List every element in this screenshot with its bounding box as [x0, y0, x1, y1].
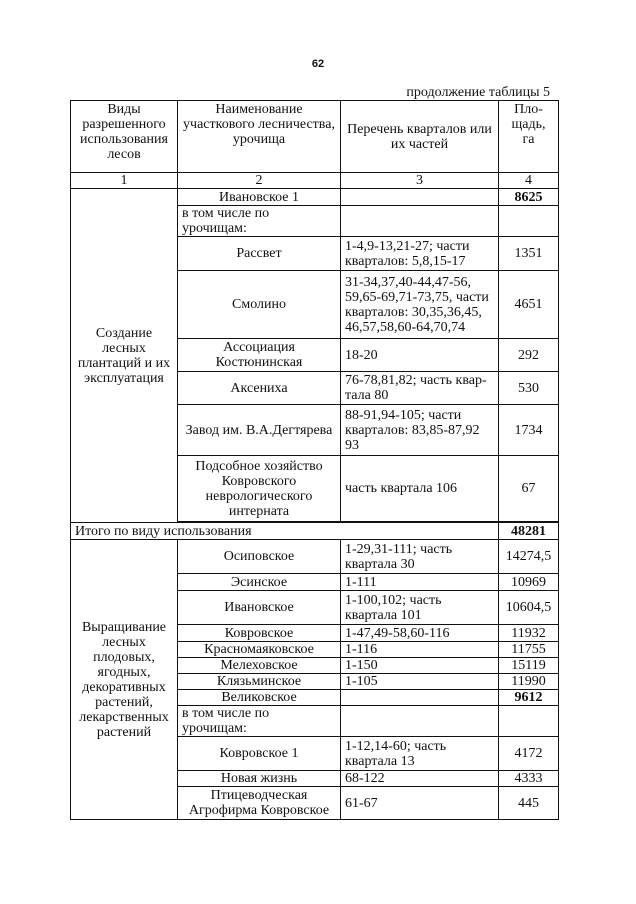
area-value: 4172: [499, 737, 559, 771]
use-type-cultivation: Выращивание лесных плодовых, ягодных, декоративных растений, лекарственных растений: [71, 540, 178, 820]
quarters-list: 31-34,37,40-44,47-56, 59,65-69,71-73,75, части кварталов: 30,35,36,45, 46,57,58,60-64,70,74: [341, 271, 499, 339]
area-value: 445: [499, 787, 559, 820]
column-number-row: [71, 173, 559, 189]
quarters-list: 1-111: [341, 574, 499, 591]
district-name: Аксениха: [178, 372, 341, 405]
area-value: 292: [499, 339, 559, 372]
page-number: 62: [311, 58, 325, 70]
area-value: 10604,5: [499, 591, 559, 625]
empty-cell: [341, 706, 499, 737]
quarters-list: 1-116: [341, 642, 499, 658]
area-value: 15119: [499, 658, 559, 674]
including-tracts-label: в том числе по урочищам:: [178, 206, 341, 237]
use-type-plantations: Создание лесных плантаций и их эксплуатация: [71, 189, 178, 523]
area-value: 11932: [499, 625, 559, 642]
table-row: [71, 540, 559, 574]
empty-cell: [341, 206, 499, 237]
district-name: Ковровское: [178, 625, 341, 642]
quarters-list: 1-100,102; часть квартала 101: [341, 591, 499, 625]
area-value: 8625: [499, 189, 559, 206]
quarters-list: 88-91,94-105; части кварталов: 83,85-87,92 93: [341, 405, 499, 456]
table-row: [71, 189, 559, 206]
area-value: 11755: [499, 642, 559, 658]
header-district: Наименование участкового лесничества, урочища: [178, 101, 341, 173]
quarters-list: 1-47,49-58,60-116: [341, 625, 499, 642]
quarters-list: 61-67: [341, 787, 499, 820]
area-value: 530: [499, 372, 559, 405]
empty-cell: [499, 706, 559, 737]
quarters-list: 68-122: [341, 771, 499, 787]
area-value: 67: [499, 456, 559, 522]
empty-cell: [499, 206, 559, 237]
table-continuation-label: продолжение таблицы 5: [406, 85, 550, 100]
district-name: Мелеховское: [178, 658, 341, 674]
district-name: Подсобное хозяйство Ковровского неврологического интерната: [178, 456, 341, 522]
quarters-list: 1-105: [341, 674, 499, 690]
area-value: 1351: [499, 237, 559, 271]
area-value: 4333: [499, 771, 559, 787]
area-value: 4651: [499, 271, 559, 339]
area-value: 11990: [499, 674, 559, 690]
district-name: Красномаяковское: [178, 642, 341, 658]
column-number: 4: [499, 173, 559, 189]
quarters-list: 1-4,9-13,21-27; части кварталов: 5,8,15-17: [341, 237, 499, 271]
column-number: 1: [71, 173, 178, 189]
area-value: 1734: [499, 405, 559, 456]
header-area: Пло-щадь, га: [499, 101, 559, 173]
quarters-list: [341, 189, 499, 206]
area-value: 9612: [499, 690, 559, 706]
total-label: Итого по виду использования: [71, 523, 499, 540]
area-value: 10969: [499, 574, 559, 591]
quarters-list: 76-78,81,82; часть квар-тала 80: [341, 372, 499, 405]
including-tracts-label: в том числе по урочищам:: [178, 706, 341, 737]
district-name: Ивановское: [178, 591, 341, 625]
column-number: 3: [341, 173, 499, 189]
district-name: Рассвет: [178, 237, 341, 271]
district-name: Птицеводческая Агрофирма Ковровское: [178, 787, 341, 820]
column-number: 2: [178, 173, 341, 189]
quarters-list: 18-20: [341, 339, 499, 372]
district-name: Новая жизнь: [178, 771, 341, 787]
district-name: Великовское: [178, 690, 341, 706]
quarters-list: 1-29,31-111; часть квартала 30: [341, 540, 499, 574]
forest-use-table: [70, 100, 559, 820]
area-value: 14274,5: [499, 540, 559, 574]
district-name: Эсинское: [178, 574, 341, 591]
district-name: Клязьминское: [178, 674, 341, 690]
header-quarters: Перечень кварталов или их частей: [341, 101, 499, 173]
district-name: Осиповское: [178, 540, 341, 574]
total-area-value: 48281: [499, 523, 559, 540]
district-name: Ивановское 1: [178, 189, 341, 206]
quarters-list: 1-12,14-60; часть квартала 13: [341, 737, 499, 771]
district-name: Завод им. В.А.Дегтярева: [178, 405, 341, 456]
quarters-list: 1-150: [341, 658, 499, 674]
district-name: Смолино: [178, 271, 341, 339]
district-name: Ковровское 1: [178, 737, 341, 771]
quarters-list: [341, 690, 499, 706]
table-header-row: [71, 101, 559, 173]
header-use-type: Виды разрешенного использования лесов: [71, 101, 178, 173]
quarters-list: часть квартала 106: [341, 456, 499, 522]
district-name: Ассоциация Костюнинская: [178, 339, 341, 372]
total-row: [71, 523, 559, 540]
